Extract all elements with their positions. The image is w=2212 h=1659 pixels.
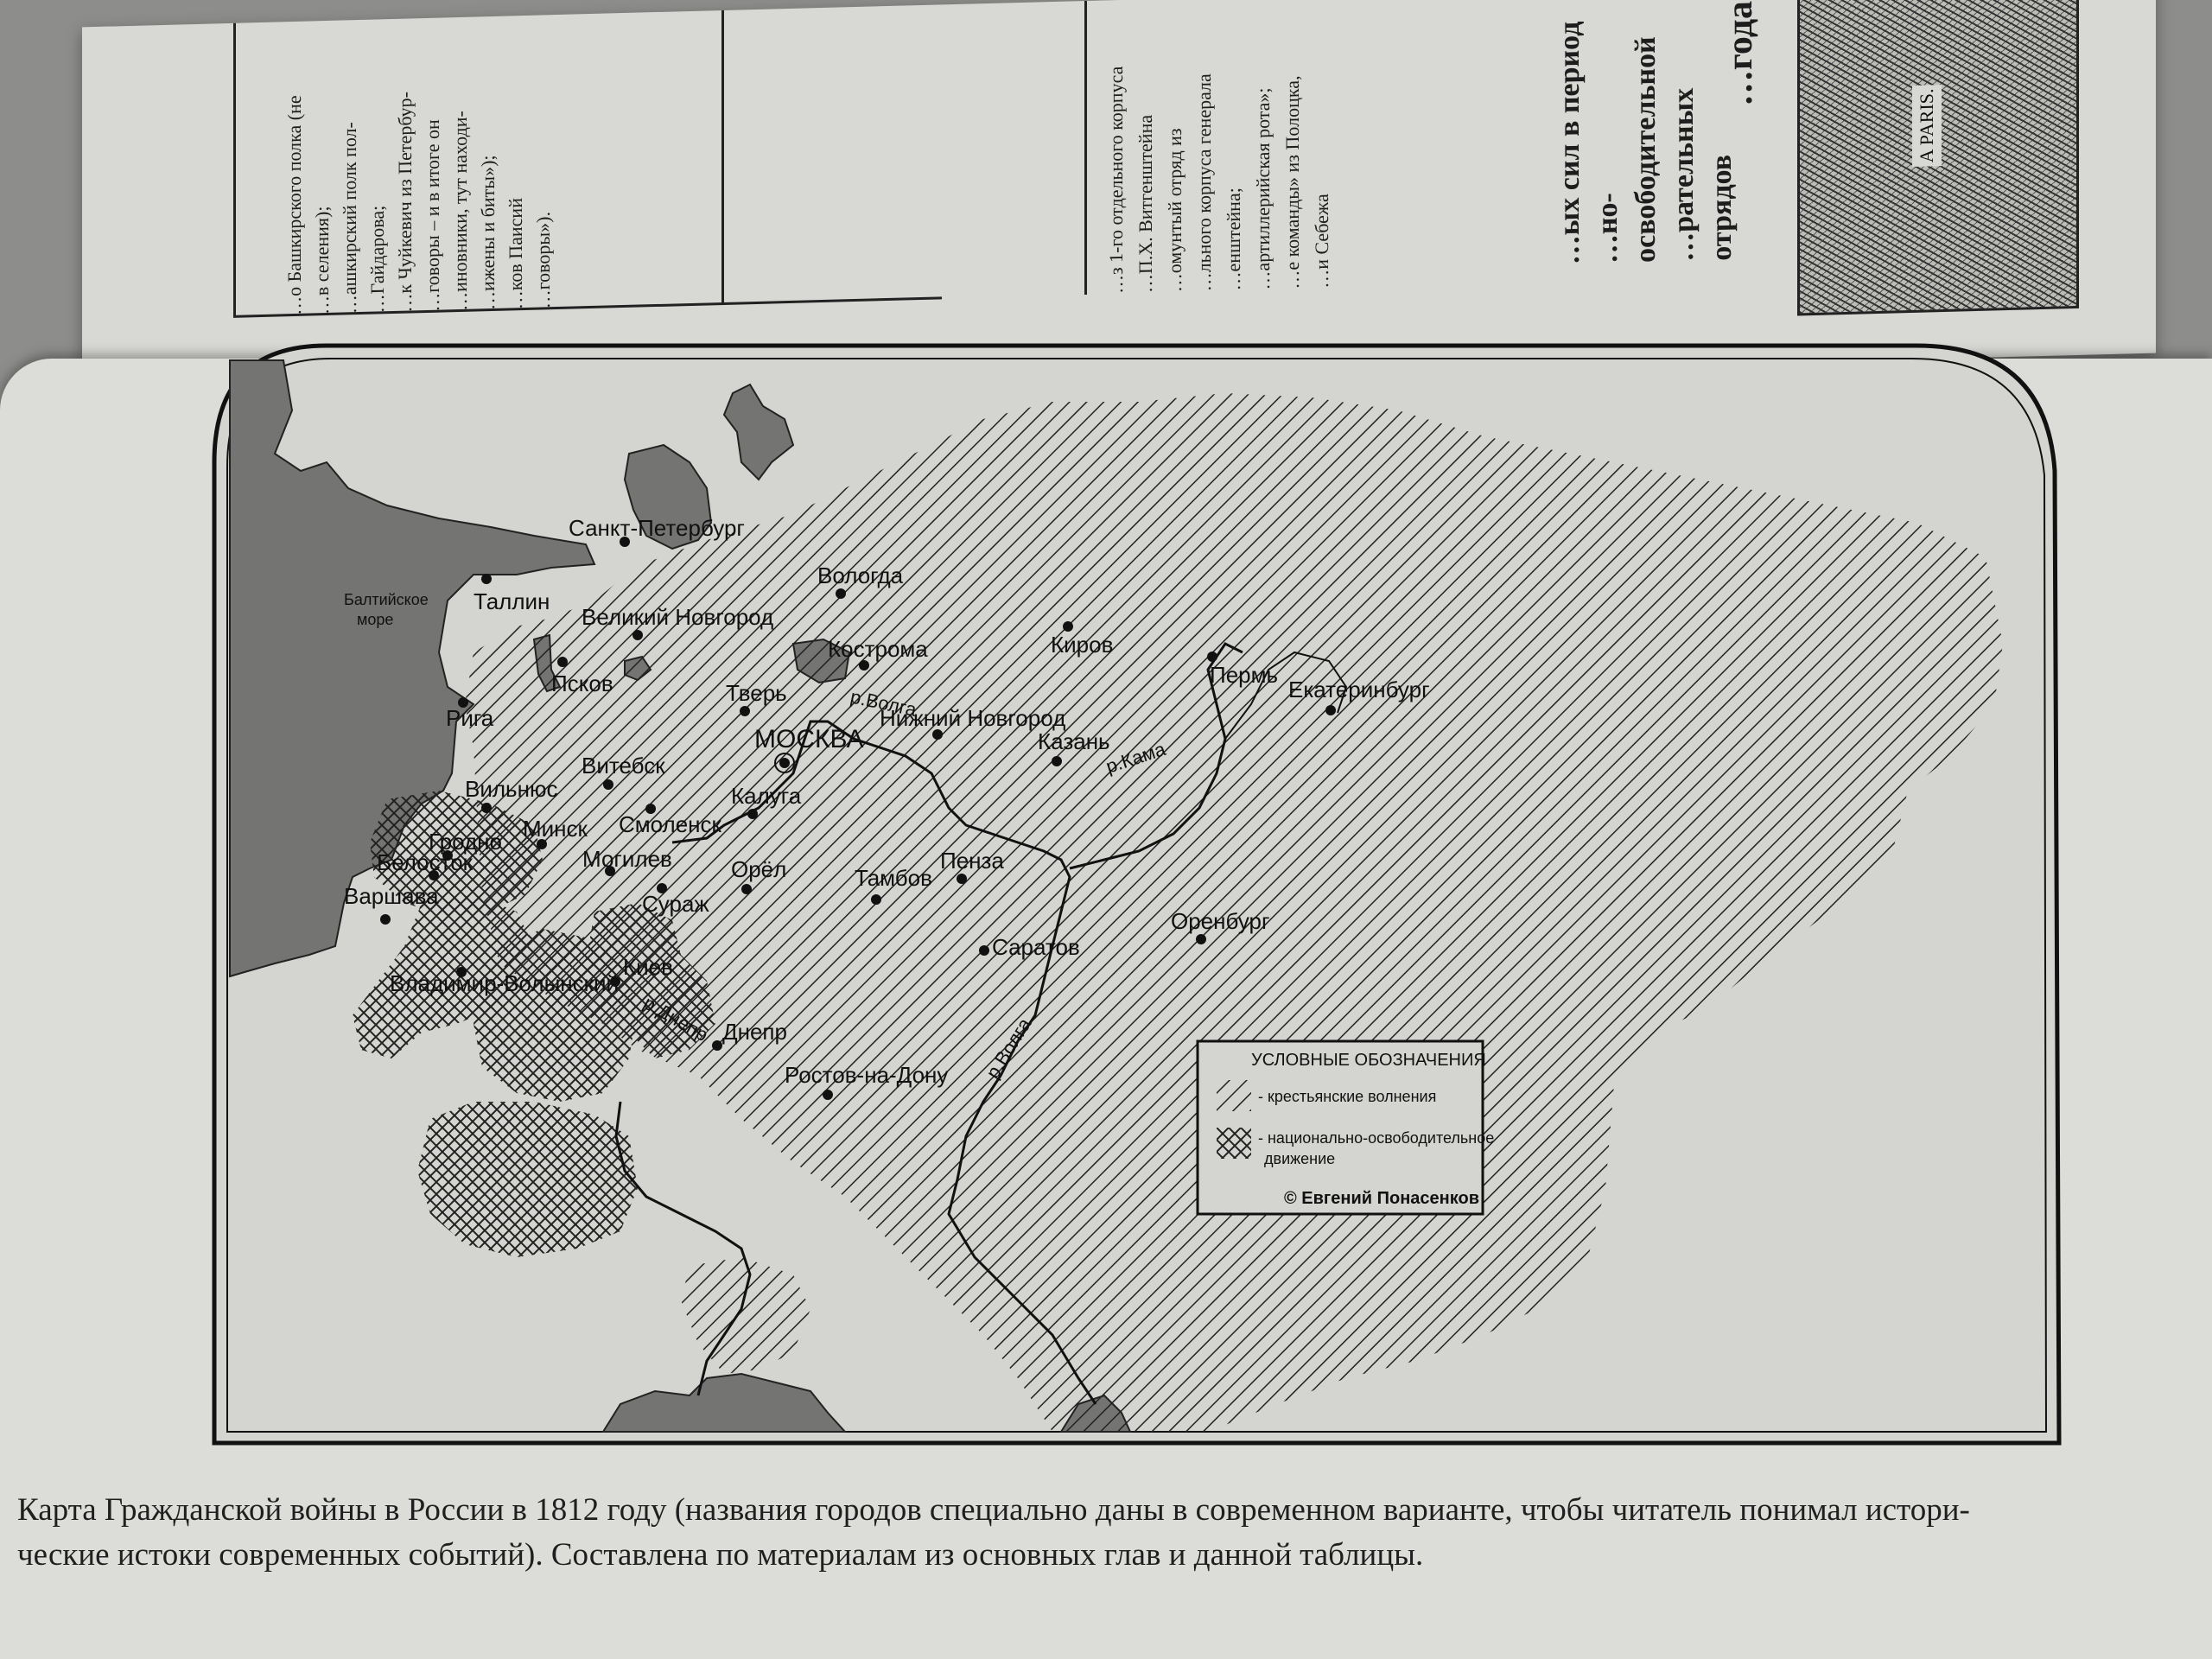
table-text-col2: …з 1-го отдельного корпуса …П.Х. Витгенштейна …омунтый отряд из …льного корпуса генерала …енштейна; …артиллерийская рота»; …е команды» из Полоцка, …и Себежа: [1105, 66, 1332, 295]
city-marker: [603, 779, 613, 790]
city-marker: [747, 809, 758, 819]
map-legend: [1198, 1041, 1494, 1214]
city-label: Таллин: [474, 588, 550, 614]
city-label: Сураж: [642, 891, 709, 917]
sea-label: Балтийское: [344, 591, 429, 608]
city-label: Казань: [1038, 728, 1110, 754]
city-label: Белосток: [377, 849, 474, 875]
city-marker: [741, 884, 752, 894]
city-marker: [632, 630, 643, 640]
river-label-volga-south: р.Волга: [982, 1014, 1036, 1083]
city-marker: [740, 706, 750, 716]
city-label: Владимир-Волынский: [390, 970, 620, 996]
city-label: Саратов: [992, 934, 1080, 960]
table-border: [721, 10, 724, 304]
city-marker: [557, 657, 568, 667]
city-label: Ростов-на-Дону: [785, 1062, 949, 1088]
city-marker: [380, 914, 391, 925]
city-label: Гродно: [429, 829, 502, 855]
section-heading-year: …года: [1720, 0, 1760, 107]
city-label: Нижний Новгород: [880, 705, 1066, 731]
city-label: Кострома: [828, 636, 928, 662]
legend-label-peasant: - крестьянские волнения: [1258, 1088, 1437, 1105]
city-label: Витебск: [582, 753, 665, 779]
section-heading: …ых сил в период …но-освободительной …рательных отрядов: [1554, 21, 1738, 265]
city-marker: [871, 894, 881, 905]
table-border: [1084, 1, 1087, 295]
city-marker: [1325, 705, 1336, 715]
caption-line-1: Карта Гражданской войны в России в 1812 году (названия городов специально даны в современном варианте, чтобы читатель понимал истори-: [17, 1492, 1970, 1528]
engraving-caption: A PARIS.: [1912, 85, 1942, 167]
city-label: Оренбург: [1171, 908, 1270, 934]
legend-swatch-peasant: [1217, 1080, 1251, 1111]
city-mogilev: [582, 846, 672, 876]
city-marker: [712, 1040, 722, 1051]
sea-label-2: море: [357, 611, 394, 628]
city-label: МОСКВА: [754, 725, 864, 753]
civil-war-map: [188, 341, 2072, 1456]
city-label: Минск: [523, 816, 588, 842]
city-marker: [1063, 621, 1073, 632]
city-label: Тамбов: [855, 865, 932, 891]
city-marker: [481, 574, 492, 584]
legend-title: УСЛОВНЫЕ ОБОЗНАЧЕНИЯ: [1251, 1051, 1486, 1070]
engraving-illustration: [1797, 0, 2079, 315]
legend-swatch-national: [1217, 1128, 1251, 1159]
city-marker: [957, 874, 967, 884]
city-label: Рига: [446, 705, 494, 731]
map-caption: [17, 1488, 2195, 1578]
city-label: Екатеринбург: [1288, 677, 1430, 702]
river-label-volga-north: р.Волга: [848, 685, 918, 721]
city-label: Варшава: [344, 883, 439, 909]
city-label: Великий Новгород: [582, 604, 774, 630]
city-marker: [836, 588, 846, 599]
city-label: Санкт-Петербург: [569, 515, 745, 541]
city-marker: [823, 1090, 833, 1100]
city-marker: [481, 803, 492, 813]
city-label: Тверь: [726, 680, 787, 706]
city-label: Киев: [623, 954, 673, 980]
city-marker: [979, 945, 989, 956]
city-label: Днепр: [722, 1019, 787, 1045]
city-label: Калуга: [731, 783, 802, 809]
city-label: Киров: [1051, 632, 1114, 658]
city-label: Могилев: [582, 846, 672, 872]
city-label: Орёл: [731, 856, 787, 882]
city-marker: [1207, 652, 1217, 662]
city-marker: [1196, 934, 1206, 944]
river-label-dnepr: р.Днепр: [639, 991, 712, 1046]
table-text-col1: …о Башкирского полка (не …в селения); …ашкирский полк пол- …Гайдарова; …к Чуйкевич из Петербур- …говоры – и в итоге он …иновники, тут находи- …ижены и биты»); …ков Паисий …говоры»).: [283, 91, 554, 316]
city-vladimir-volynskiy: [390, 967, 619, 996]
city-label: Пенза: [940, 848, 1004, 874]
city-label: Псков: [551, 671, 613, 696]
copyright: © Евгений Понасенков: [1284, 1189, 1479, 1208]
city-marker: [1052, 756, 1062, 766]
legend-label-national: - национально-освободительное: [1258, 1129, 1495, 1147]
city-saratov: [979, 934, 1080, 960]
capital-marker: [779, 758, 790, 768]
city-label: Пермь: [1210, 662, 1279, 688]
river-label-kama: р.Кама: [1103, 738, 1168, 778]
table-border: [233, 23, 236, 317]
city-label: Вологда: [817, 563, 904, 588]
city-label: Вильнюс: [465, 776, 558, 802]
city-label: Смоленск: [619, 811, 721, 837]
caption-line-2: ческие истоки современных событий). Составлена по материалам из основных глав и данной таблицы.: [17, 1537, 1424, 1573]
legend-label-national-2: движение: [1264, 1150, 1336, 1167]
